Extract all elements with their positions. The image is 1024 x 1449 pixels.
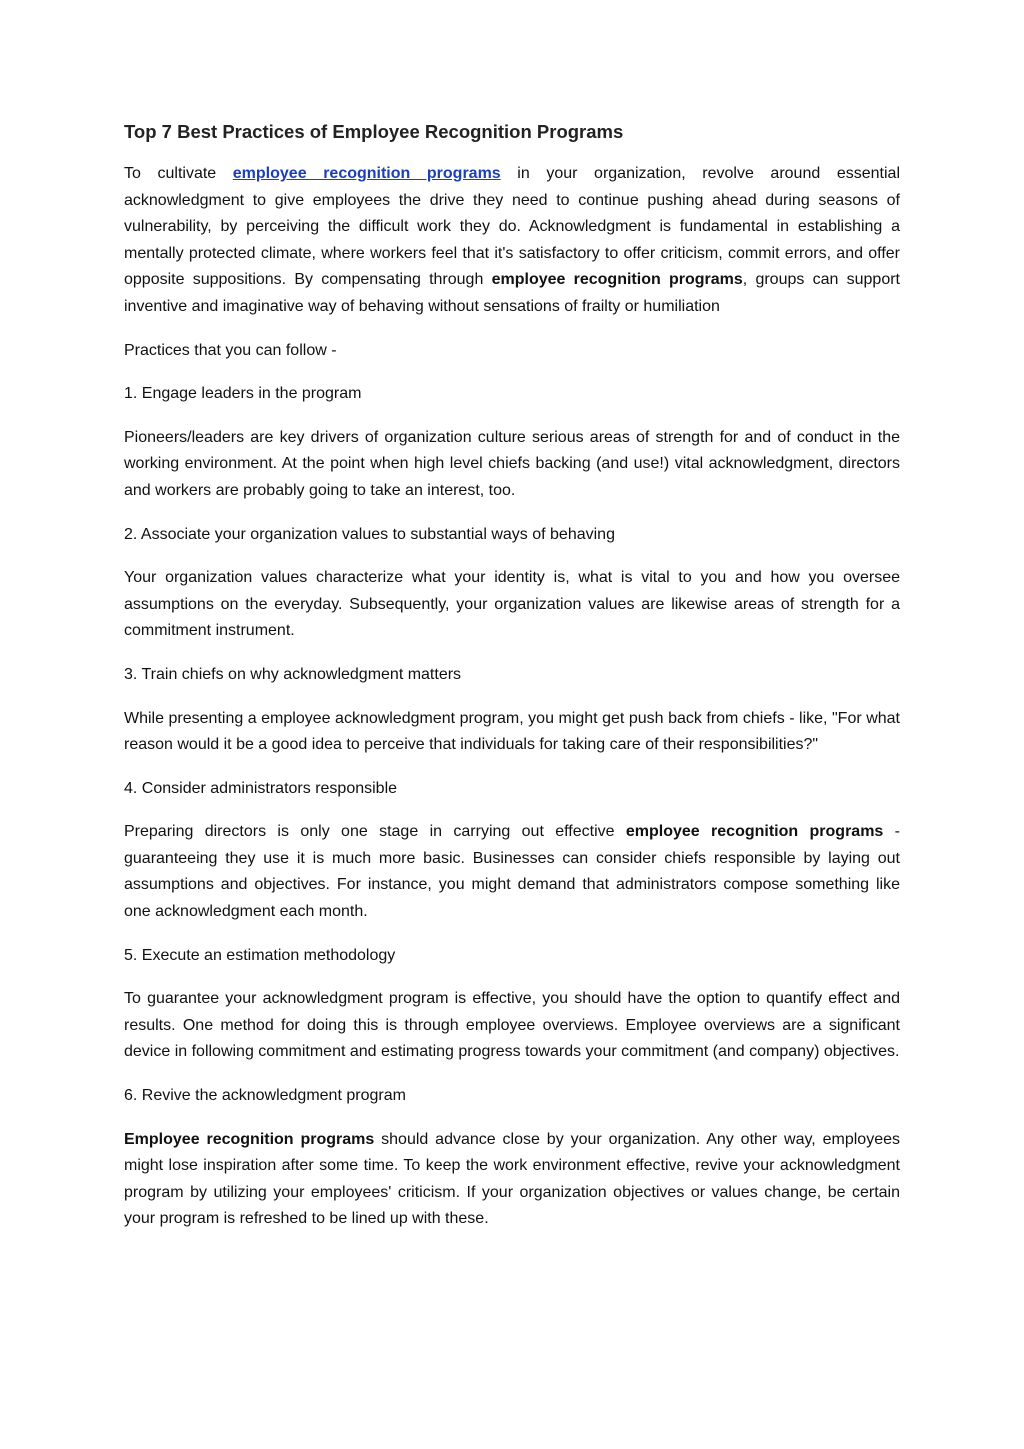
practice-heading-6: 6. Revive the acknowledgment program: [124, 1087, 406, 1105]
intro-bold-text: employee recognition programs: [491, 271, 743, 289]
intro-text-3: , groups can support inventive and imaginative way of behaving without sensations of frailty or humiliation: [124, 271, 901, 315]
p4-text-1: Preparing directors is only one stage in carrying out effective: [124, 823, 626, 841]
practice-paragraph-6: [124, 1127, 900, 1233]
practice-heading-3: 3. Train chiefs on why acknowledgment matters: [124, 665, 462, 683]
practices-intro: Practices that you can follow -: [124, 341, 337, 359]
employee-recognition-link[interactable]: employee recognition programs: [232, 165, 501, 182]
p6-bold-text: Employee recognition programs: [124, 1130, 375, 1148]
practice-paragraph-1: Pioneers/leaders are key drivers of organization culture serious areas of strength for and of conduct in the working environment. At the point when high level chiefs backing (and use!) vital acknowledgment, directors and workers are probably going to take an interest, too.: [124, 428, 900, 499]
practice-paragraph-3: While presenting a employee acknowledgment program, you might get push back from chiefs - like, "For what reason would it be a good idea to perceive that individuals for taking care of their responsibilities?": [124, 709, 900, 754]
practice-heading-5: 5. Execute an estimation methodology: [124, 946, 396, 964]
intro-text-1: To cultivate: [124, 165, 233, 182]
practice-paragraph-5: To guarantee your acknowledgment program is effective, you should have the option to quantify effect and results. One method for doing this is through employee overviews. Employee overviews are a significant device in following commitment and estimating progress towards your commitment (and company) objectives.: [124, 990, 900, 1061]
p4-bold-text: employee recognition programs: [625, 823, 884, 841]
practice-heading-1: 1. Engage leaders in the program: [124, 385, 362, 403]
p4-text-2: - guaranteeing they use it is much more basic. Businesses can consider chiefs responsible by laying out assumptions and objectives. For instance, you might demand that administrators compose something like one acknowledgment each month.: [124, 823, 900, 921]
intro-text-2: in your organization, revolve around essential acknowledgment to give employees the drive they need to continue pushing ahead during seasons of vulnerability, by perceiving the difficult work they do. Acknowledgment is fundamental in establishing a mentally protected climate, where workers feel that it's satisfactory to offer criticism, commit errors, and offer opposite suppositions. By compensating through: [124, 165, 900, 289]
document-page: [124, 118, 900, 1250]
practice-heading-4: 4. Consider administrators responsible: [124, 779, 398, 797]
document-title: Top 7 Best Practices of Employee Recognition Programs: [124, 121, 624, 142]
practice-paragraph-4: [124, 819, 900, 925]
p6-text-1: should advance close by your organization. Any other way, employees might lose inspiration after some time. To keep the work environment effective, revive your acknowledgment program by utilizing your employees' criticism. If your organization objectives or values change, be certain your program is refreshed to be lined up with these.: [124, 1130, 900, 1228]
intro-paragraph: [124, 161, 900, 321]
practice-paragraph-2: Your organization values characterize what your identity is, what is vital to you and how you oversee assumptions on the everyday. Subsequently, your organization values are likewise areas of strength for a commitment instrument.: [124, 569, 900, 640]
practice-heading-2: 2. Associate your organization values to substantial ways of behaving: [124, 525, 615, 543]
